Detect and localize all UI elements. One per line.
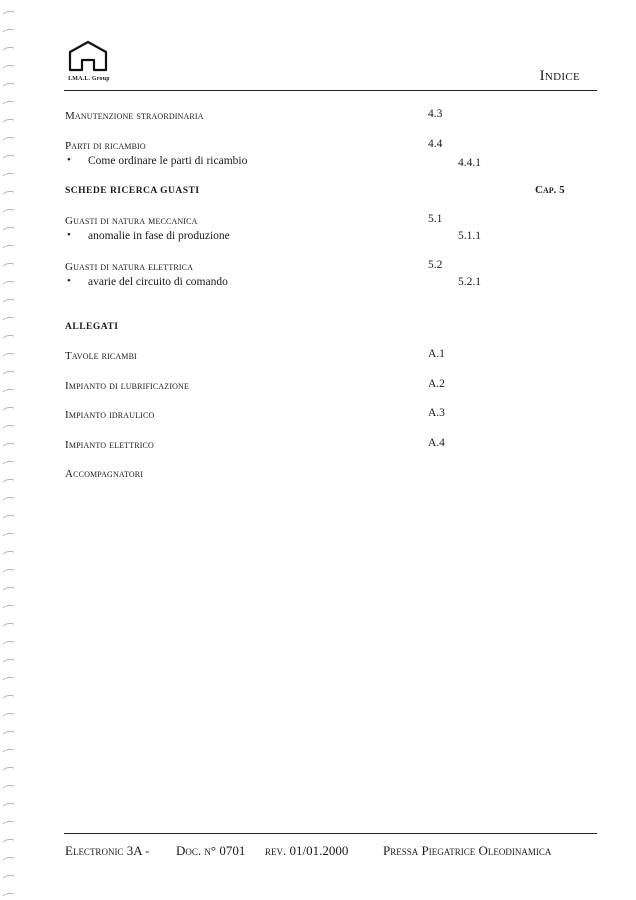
binding-hole-mark (3, 263, 14, 266)
binding-hole-mark (3, 515, 14, 518)
binding-hole-mark (3, 659, 14, 662)
binding-hole-mark (3, 353, 14, 356)
company-logo-icon (64, 38, 112, 74)
toc-entry-number: 5.2 (428, 259, 443, 271)
binding-hole-mark (3, 317, 14, 320)
toc-section-heading: SCHEDE RICERCA GUASTI (65, 186, 200, 196)
header-divider (64, 90, 597, 91)
toc-entry-number: 4.4 (428, 138, 443, 150)
toc-subentry-number: 5.1.1 (458, 230, 481, 242)
toc-entry-label: Guasti di natura meccanica (65, 215, 198, 227)
toc-entry-label: Accompagnatori (65, 468, 144, 480)
page-title: Indice (539, 68, 580, 84)
binding-hole-mark (3, 695, 14, 698)
binding-hole-mark (3, 209, 14, 212)
footer-model: Electronic 3A - (65, 843, 150, 858)
binding-hole-mark (3, 101, 14, 104)
binding-hole-mark (3, 461, 14, 464)
binding-hole-mark (3, 749, 14, 752)
footer-product: Pressa Piegatrice Oleodinamica (383, 843, 552, 858)
binding-hole-mark (3, 857, 14, 860)
binding-hole-mark (3, 155, 14, 158)
toc-chapter-number: Cap. 5 (535, 184, 565, 196)
toc-section-heading: ALLEGATI (65, 322, 119, 332)
company-name: I.MA.L. Group (68, 76, 110, 82)
footer-doc-number: Doc. n° 0701 (176, 843, 246, 858)
toc-entry-label: Impianto elettrico (65, 439, 154, 451)
toc-subentry-label: Come ordinare le parti di ricambio (88, 155, 248, 167)
binding-hole-mark (3, 479, 14, 482)
binding-hole-mark (3, 173, 14, 176)
toc-subentry-label: anomalie in fase di produzione (88, 230, 230, 242)
binding-hole-mark (3, 551, 14, 554)
binding-hole-mark (3, 803, 14, 806)
toc-entry-label: Parti di ricambio (65, 140, 146, 152)
bullet-icon: • (67, 275, 71, 287)
binding-holes (0, 0, 22, 900)
binding-hole-mark (3, 227, 14, 230)
binding-hole-mark (3, 425, 14, 428)
binding-hole-mark (3, 587, 14, 590)
toc-subentry-number: 4.4.1 (458, 157, 481, 169)
bullet-icon: • (67, 229, 71, 241)
binding-hole-mark (3, 821, 14, 824)
binding-hole-mark (3, 569, 14, 572)
toc-entry-number: A.3 (428, 407, 445, 419)
binding-hole-mark (3, 767, 14, 770)
binding-hole-mark (3, 875, 14, 878)
footer-revision: rev. 01/01.2000 (265, 843, 349, 858)
binding-hole-mark (3, 299, 14, 302)
toc-entry-number: A.4 (428, 437, 445, 449)
binding-hole-mark (3, 29, 14, 32)
footer-divider (64, 833, 597, 834)
toc-entry-number: A.2 (428, 378, 445, 390)
binding-hole-mark (3, 677, 14, 680)
binding-hole-mark (3, 119, 14, 122)
binding-hole-mark (3, 731, 14, 734)
binding-hole-mark (3, 335, 14, 338)
binding-hole-mark (3, 281, 14, 284)
toc-entry-number: 5.1 (428, 213, 443, 225)
binding-hole-mark (3, 605, 14, 608)
toc-entry-label: Impianto di lubrificazione (65, 380, 190, 392)
binding-hole-mark (3, 893, 14, 896)
bullet-icon: • (67, 154, 71, 166)
binding-hole-mark (3, 407, 14, 410)
binding-hole-mark (3, 245, 14, 248)
binding-hole-mark (3, 389, 14, 392)
binding-hole-mark (3, 713, 14, 716)
toc-entry-label: Manutenzione straordinaria (65, 110, 204, 122)
binding-hole-mark (3, 65, 14, 68)
binding-hole-mark (3, 839, 14, 842)
binding-hole-mark (3, 641, 14, 644)
toc-entry-label: Guasti di natura elettrica (65, 261, 194, 273)
binding-hole-mark (3, 533, 14, 536)
binding-hole-mark (3, 497, 14, 500)
toc-entry-number: 4.3 (428, 108, 443, 120)
toc-entry-number: A.1 (428, 348, 445, 360)
binding-hole-mark (3, 371, 14, 374)
binding-hole-mark (3, 191, 14, 194)
toc-entry-label: Tavole ricambi (65, 350, 137, 362)
toc-entry-label: Impianto idraulico (65, 409, 155, 421)
toc-subentry-label: avarie del circuito di comando (88, 276, 228, 288)
binding-hole-mark (3, 47, 14, 50)
binding-hole-mark (3, 443, 14, 446)
binding-hole-mark (3, 11, 14, 14)
binding-hole-mark (3, 785, 14, 788)
toc-subentry-number: 5.2.1 (458, 276, 481, 288)
binding-hole-mark (3, 83, 14, 86)
binding-hole-mark (3, 623, 14, 626)
binding-hole-mark (3, 137, 14, 140)
